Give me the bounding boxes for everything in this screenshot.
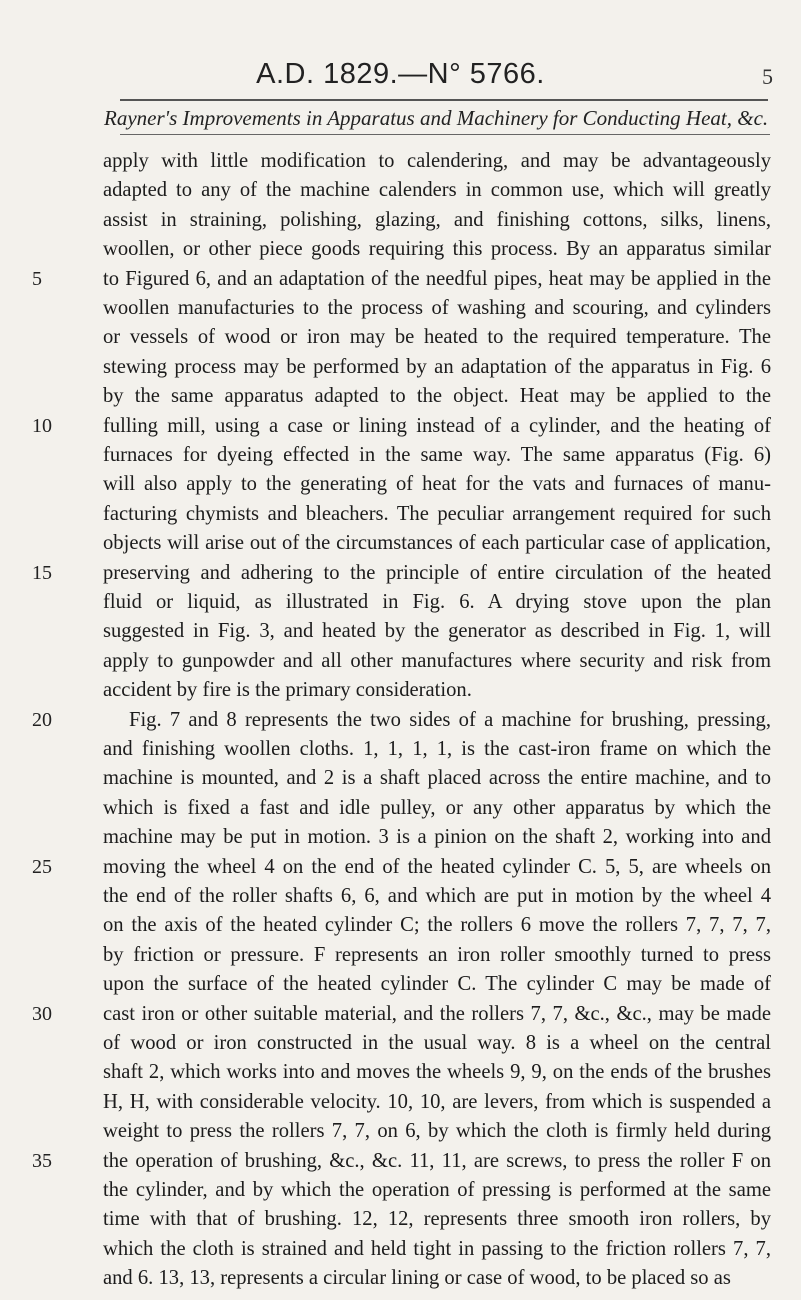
line-number: 20 <box>32 708 52 731</box>
text-line: time with that of brushing. 12, 12, represents three smooth iron rollers, by <box>103 1208 771 1231</box>
text-line: H, H, with considerable velocity. 10, 10, are levers, from which is suspended a <box>103 1090 771 1113</box>
running-head: Rayner's Improvements in Apparatus and Machinery for Conducting Heat, &c. <box>104 106 769 130</box>
text-line: which the cloth is strained and held tight in passing to the friction rollers 7, 7, <box>103 1237 771 1260</box>
text-line: apply to gunpowder and all other manufactures where security and risk from <box>103 649 771 672</box>
text-line: moving the wheel 4 on the end of the heated cylinder C. 5, 5, are wheels on <box>103 855 771 878</box>
text-line: the cylinder, and by which the operation of pressing is performed at the same <box>103 1179 771 1201</box>
patent-title: A.D. 1829.—N° 5766. <box>256 58 545 90</box>
text-line: the end of the roller shafts 6, 6, and which are put in motion by the wheel 4 <box>103 885 771 907</box>
text-line: upon the surface of the heated cylinder C. The cylinder C may be made of <box>103 973 771 996</box>
text-line: of wood or iron constructed in the usual way. 8 is a wheel on the central <box>103 1032 771 1054</box>
text-line: Fig. 7 and 8 represents the two sides of a machine for brushing, pressing, <box>129 708 771 731</box>
text-line: preserving and adhering to the principle of entire circulation of the heated <box>103 561 771 584</box>
line-number: 10 <box>32 414 52 437</box>
running-head-rule <box>120 134 770 135</box>
text-line: and 6. 13, 13, represents a circular lining or case of wood, to be placed so as <box>103 1267 731 1290</box>
text-line: cast iron or other suitable material, and the rollers 7, 7, &c., &c., may be made <box>103 1002 771 1025</box>
line-number: 30 <box>32 1002 52 1025</box>
line-number: 15 <box>32 561 52 584</box>
text-line: or vessels of wood or iron may be heated to the required temperature. The <box>103 326 771 349</box>
text-line: fulling mill, using a case or lining instead of a cylinder, and the heating of <box>103 414 771 437</box>
text-line: on the axis of the heated cylinder C; the rollers 6 move the rollers 7, 7, 7, 7, <box>103 914 771 937</box>
page-header <box>0 58 801 98</box>
text-line: will also apply to the generating of heat for the vats and furnaces of manu- <box>103 473 771 496</box>
text-line: which is fixed a fast and idle pulley, or any other apparatus by which the <box>103 796 771 819</box>
text-line: to Figured 6, and an adaptation of the needful pipes, heat may be applied in the <box>103 267 771 290</box>
page-number: 5 <box>762 64 773 89</box>
header-rule <box>120 99 768 101</box>
text-line: stewing process may be performed by an adaptation of the apparatus in Fig. 6 <box>103 355 771 378</box>
line-number: 35 <box>32 1149 52 1172</box>
text-line: adapted to any of the machine calenders in common use, which will greatly <box>103 179 771 202</box>
text-line: weight to press the rollers 7, 7, on 6, by which the cloth is firmly held during <box>103 1120 771 1143</box>
text-line: by the same apparatus adapted to the object. Heat may be applied to the <box>103 385 771 408</box>
text-line: fluid or liquid, as illustrated in Fig. 6. A drying stove upon the plan <box>103 591 771 613</box>
line-number: 25 <box>32 855 52 878</box>
text-line: suggested in Fig. 3, and heated by the generator as described in Fig. 1, will <box>103 620 771 643</box>
line-number: 5 <box>32 267 42 290</box>
text-line: woollen, or other piece goods requiring this process. By an apparatus similar <box>103 238 771 261</box>
text-line: woollen manufacturies to the process of washing and scouring, and cylinders <box>103 297 771 319</box>
text-line: objects will arise out of the circumstances of each particular case of application, <box>103 532 771 555</box>
text-line: assist in straining, polishing, glazing, and finishing cottons, silks, linens, <box>103 208 771 231</box>
text-line: by friction or pressure. F represents an iron roller smoothly turned to press <box>103 943 771 966</box>
text-line: apply with little modification to calendering, and may be advantageously <box>103 150 771 172</box>
text-line: and finishing woollen cloths. 1, 1, 1, 1, is the cast-iron frame on which the <box>103 738 771 760</box>
text-line: facturing chymists and bleachers. The peculiar arrangement required for such <box>103 502 771 525</box>
text-line: accident by fire is the primary consideration. <box>103 679 472 702</box>
text-line: shaft 2, which works into and moves the wheels 9, 9, on the ends of the brushes <box>103 1061 771 1084</box>
text-line: furnaces for dyeing effected in the same way. The same apparatus (Fig. 6) <box>103 444 771 466</box>
text-line: machine may be put in motion. 3 is a pinion on the shaft 2, working into and <box>103 826 771 849</box>
text-line: the operation of brushing, &c., &c. 11, 11, are screws, to press the roller F on <box>103 1149 771 1172</box>
text-line: machine is mounted, and 2 is a shaft placed across the entire machine, and to <box>103 767 771 790</box>
